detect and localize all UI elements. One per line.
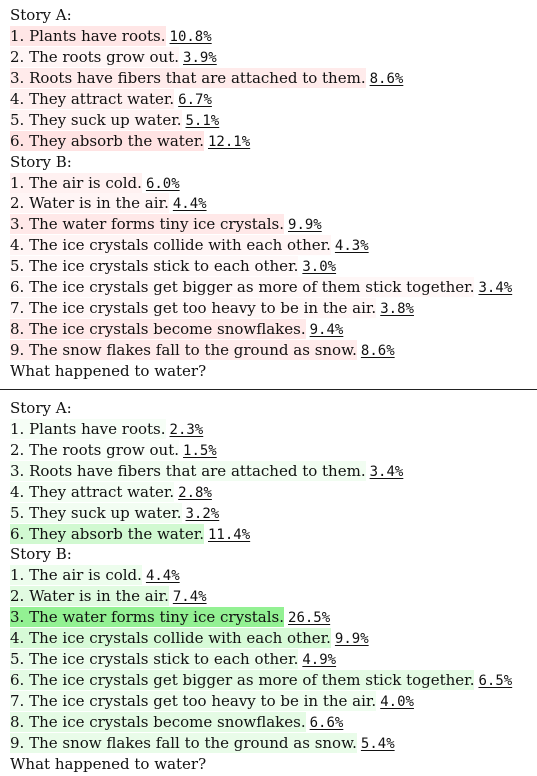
percentage-value: 3.0% — [302, 259, 337, 276]
sentence-text: 1. The air is cold. — [10, 173, 142, 192]
sentence-text: 5. The ice crystals stick to each other. — [10, 650, 299, 669]
text-row — [10, 5, 537, 26]
percentage-value: 9.4% — [309, 322, 344, 339]
sentence-text: 2. The roots grow out. — [10, 47, 180, 66]
sentence-row — [10, 319, 537, 340]
sentence-text: 7. The ice crystals get too heavy to be in the air. — [10, 299, 377, 318]
percentage-value: 3.9% — [183, 49, 217, 66]
sentence-row — [10, 193, 537, 214]
percentage-value: 5.4% — [360, 735, 395, 752]
sentence-text: 5. They suck up water. — [10, 110, 182, 129]
sentence-text: 7. The ice crystals get too heavy to be in the air. — [10, 692, 377, 710]
sentence-row — [10, 277, 537, 298]
heading-text: What happened to water? — [10, 754, 207, 773]
sentence-row — [10, 565, 537, 586]
sentence-text: 6. They absorb the water. — [10, 131, 204, 150]
percentage-value: 4.3% — [334, 238, 369, 255]
percentage-value: 6.5% — [478, 673, 513, 690]
percentage-value: 2.3% — [169, 421, 204, 438]
sentence-text: 8. The ice crystals become snowflakes. — [10, 712, 306, 731]
percentage-value: 8.6% — [369, 70, 404, 87]
sentence-row — [10, 419, 537, 440]
percentage-value: 3.2% — [185, 505, 220, 522]
attribution-panel-top — [0, 0, 537, 382]
sentence-row — [10, 628, 537, 649]
sentence-row — [10, 68, 537, 89]
percentage-value: 4.9% — [302, 652, 337, 669]
heading-text: What happened to water? — [10, 361, 207, 380]
percentage-value: 1.5% — [183, 442, 217, 459]
sentence-text: 2. Water is in the air. — [10, 587, 169, 606]
percentage-value: 10.8% — [169, 28, 212, 45]
percentage-value: 3.8% — [380, 301, 414, 318]
sentence-text: 3. Roots have fibers that are attached to them. — [10, 68, 366, 87]
percentage-value: 4.4% — [145, 568, 180, 585]
sentence-text: 1. Plants have roots. — [10, 419, 166, 438]
percentage-value: 2.8% — [178, 484, 212, 501]
sentence-text: 5. They suck up water. — [10, 503, 182, 522]
sentence-row — [10, 440, 537, 461]
sentence-row — [10, 649, 537, 670]
sentence-text: 3. The water forms tiny ice crystals. — [10, 215, 285, 234]
text-row — [10, 754, 537, 775]
sentence-text: 9. The snow flakes fall to the ground as snow. — [10, 341, 357, 359]
sentence-text: 5. The ice crystals stick to each other. — [10, 257, 299, 276]
sentence-row — [10, 733, 537, 754]
sentence-row — [10, 298, 537, 319]
sentence-row — [10, 482, 537, 503]
sentence-text: 4. They attract water. — [10, 89, 175, 108]
sentence-row — [10, 503, 537, 524]
percentage-value: 11.4% — [208, 526, 251, 543]
percentage-value: 5.1% — [185, 112, 220, 129]
attribution-panel-bottom — [0, 390, 537, 775]
heading-text: Story B: — [10, 545, 72, 564]
text-row — [10, 152, 537, 173]
heading-text: Story B: — [10, 152, 72, 171]
sentence-text: 3. The water forms tiny ice crystals. — [10, 608, 285, 627]
sentence-row — [10, 131, 537, 152]
sentence-text: 1. Plants have roots. — [10, 26, 166, 45]
sentence-text: 4. The ice crystals collide with each other. — [10, 236, 331, 255]
text-row — [10, 544, 537, 565]
percentage-value: 6.6% — [309, 714, 344, 731]
sentence-row — [10, 47, 537, 68]
sentence-text: 2. The roots grow out. — [10, 440, 180, 459]
text-row — [10, 361, 537, 382]
sentence-row — [10, 691, 537, 712]
sentence-row — [10, 712, 537, 733]
sentence-text: 4. They attract water. — [10, 482, 175, 501]
heading-text: Story A: — [10, 6, 72, 24]
sentence-text: 2. Water is in the air. — [10, 194, 169, 213]
sentence-row — [10, 89, 537, 110]
sentence-text: 4. The ice crystals collide with each other. — [10, 629, 331, 648]
sentence-text: 6. The ice crystals get bigger as more of them stick together. — [10, 671, 475, 690]
sentence-row — [10, 461, 537, 482]
sentence-text: 3. Roots have fibers that are attached to them. — [10, 461, 366, 480]
sentence-text: 6. The ice crystals get bigger as more of them stick together. — [10, 278, 475, 297]
sentence-row — [10, 607, 537, 628]
text-row — [10, 398, 537, 419]
percentage-value: 4.0% — [380, 694, 414, 710]
sentence-row — [10, 26, 537, 47]
percentage-value: 12.1% — [208, 133, 251, 150]
percentage-value: 6.0% — [145, 175, 180, 192]
sentence-row — [10, 524, 537, 545]
sentence-row — [10, 235, 537, 256]
percentage-value: 9.9% — [334, 631, 369, 648]
percentage-value: 7.4% — [172, 589, 207, 606]
sentence-row — [10, 173, 537, 194]
percentage-value: 9.9% — [288, 217, 322, 234]
sentence-row — [10, 256, 537, 277]
percentage-value: 3.4% — [369, 463, 404, 480]
percentage-value: 6.7% — [178, 91, 212, 108]
sentence-text: 1. The air is cold. — [10, 566, 142, 585]
percentage-value: 4.4% — [172, 196, 207, 213]
sentence-row — [10, 214, 537, 235]
sentence-text: 6. They absorb the water. — [10, 524, 204, 543]
sentence-row — [10, 670, 537, 691]
sentence-row — [10, 586, 537, 607]
heading-text: Story A: — [10, 398, 72, 417]
percentage-value: 3.4% — [478, 280, 513, 297]
percentage-value: 26.5% — [288, 610, 331, 627]
sentence-row — [10, 110, 537, 131]
sentence-row — [10, 340, 537, 361]
sentence-text: 9. The snow flakes fall to the ground as snow. — [10, 733, 357, 752]
percentage-value: 8.6% — [360, 343, 395, 359]
sentence-text: 8. The ice crystals become snowflakes. — [10, 320, 306, 339]
